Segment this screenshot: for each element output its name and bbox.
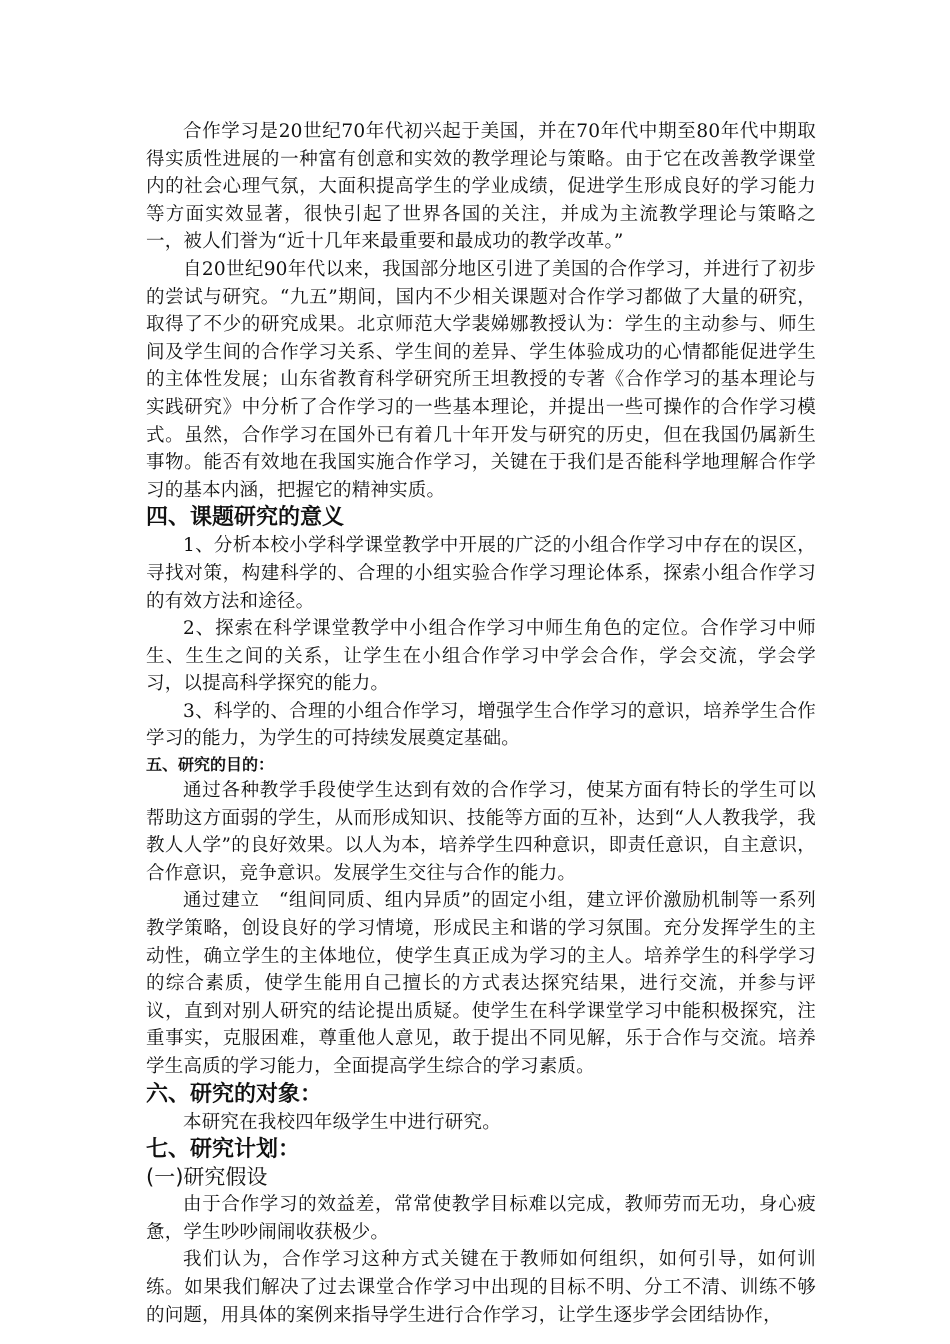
section-4-item-1: 1、分析本校小学科学课堂教学中开展的广泛的小组合作学习中存在的误区，寻找对策，构建科学的、合理的小组实验合作学习理论体系，探索小组合作学习的有效方法和途径。 bbox=[146, 535, 816, 612]
section-7-subheading: (一)研究假设 bbox=[146, 1165, 268, 1190]
section-6-text: 本研究在我校四年级学生中进行研究。 bbox=[183, 1111, 501, 1133]
section-7-heading: 七、研究计划： bbox=[146, 1137, 301, 1163]
intro-paragraph-1: 合作学习是20世纪70年代初兴起于美国，并在70年代中期至80年代中期取得实质性进展的一种富有创意和实效的教学理论与策略。由于它在改善教学课堂内的社会心理气氛，大面积提高学生的学业成绩，促进学生形成良好的学习能力等方面实效显著，很快引起了世界各国的关注，并成为主流教学理论与策略之一，被人们誉为“近十几年来最重要和最成功的教学改革。” bbox=[146, 121, 816, 253]
section-6-heading: 六、研究的对象： bbox=[146, 1081, 323, 1107]
section-4-item-3: 3、科学的、合理的小组合作学习，增强学生合作学习的意识，培养学生合作学习的能力，为学生的可持续发展奠定基础。 bbox=[146, 700, 816, 750]
section-4-heading: 四、课题研究的意义 bbox=[146, 505, 345, 531]
section-7-paragraph-1: 由于合作学习的效益差，常常使教学目标难以完成，教师劳而无功，身心疲惫，学生吵吵闹闹收获极少。 bbox=[146, 1194, 816, 1243]
section-4-item-2: 2、探索在科学课堂教学中小组合作学习中师生角色的定位。合作学习中师生、生生之间的关系，让学生在小组合作学习中学会合作，学会交流，学会学习，以提高科学探究的能力。 bbox=[146, 618, 816, 695]
document-page bbox=[146, 118, 816, 1329]
intro-paragraph-2: 自20世纪90年代以来，我国部分地区引进了美国的合作学习，并进行了初步的尝试与研究。“九五”期间，国内不少相关课题对合作学习都做了大量的研究，取得了不少的研究成果。北京师范大学裴娣娜教授认为：学生的主动参与、师生间及学生间的合作学习关系、学生间的差异、学生体验成功的心情都能促进学生的主体性发展；山东省教育科学研究所王坦教授的专著《合作学习的基本理论与实践研究》中分析了合作学习的一些基本理论，并提出一些可操作的合作学习模式。虽然，合作学习在国外已有着几十年开发与研究的历史，但在我国仍属新生事物。能否有效地在我国实施合作学习，关键在于我们是否能科学地理解合作学习的基本内涵，把握它的精神实质。 bbox=[146, 258, 816, 501]
section-5-paragraph-2: 通过建立 “组间同质、组内异质”的固定小组，建立评价激励机制等一系列教学策略，创设良好的学习情境，形成民主和谐的学习氛围。充分发挥学生的主动性，确立学生的主体地位，使学生真正成为学习的主人。培养学生的科学学习的综合素质，使学生能用自己擅长的方式表达探究结果，进行交流，并参与评议，直到对别人研究的结论提出质疑。使学生在科学课堂学习中能积极探究，注重事实，克服困难，尊重他人意见，敢于提出不同见解，乐于合作与交流。培养学生高质的学习能力，全面提高学生综合的学习素质。 bbox=[146, 890, 816, 1077]
section-7-paragraph-2: 我们认为，合作学习这种方式关键在于教师如何组织，如何引导，如何训练。如果我们解决了过去课堂合作学习中出现的目标不明、分工不清、训练不够的问题，用具体的案例来指导学生进行合作学习，让学生逐步学会团结协作， bbox=[146, 1249, 816, 1326]
section-5-paragraph-1: 通过各种教学手段使学生达到有效的合作学习，使某方面有特长的学生可以帮助这方面弱的学生，从而形成知识、技能等方面的互补，达到“人人教我学，我教人人学”的良好效果。以人为本，培养学生四种意识，即责任意识，自主意识，合作意识，竞争意识。发展学生交往与合作的能力。 bbox=[146, 780, 816, 884]
section-5-heading: 五、研究的目的： bbox=[146, 755, 275, 775]
